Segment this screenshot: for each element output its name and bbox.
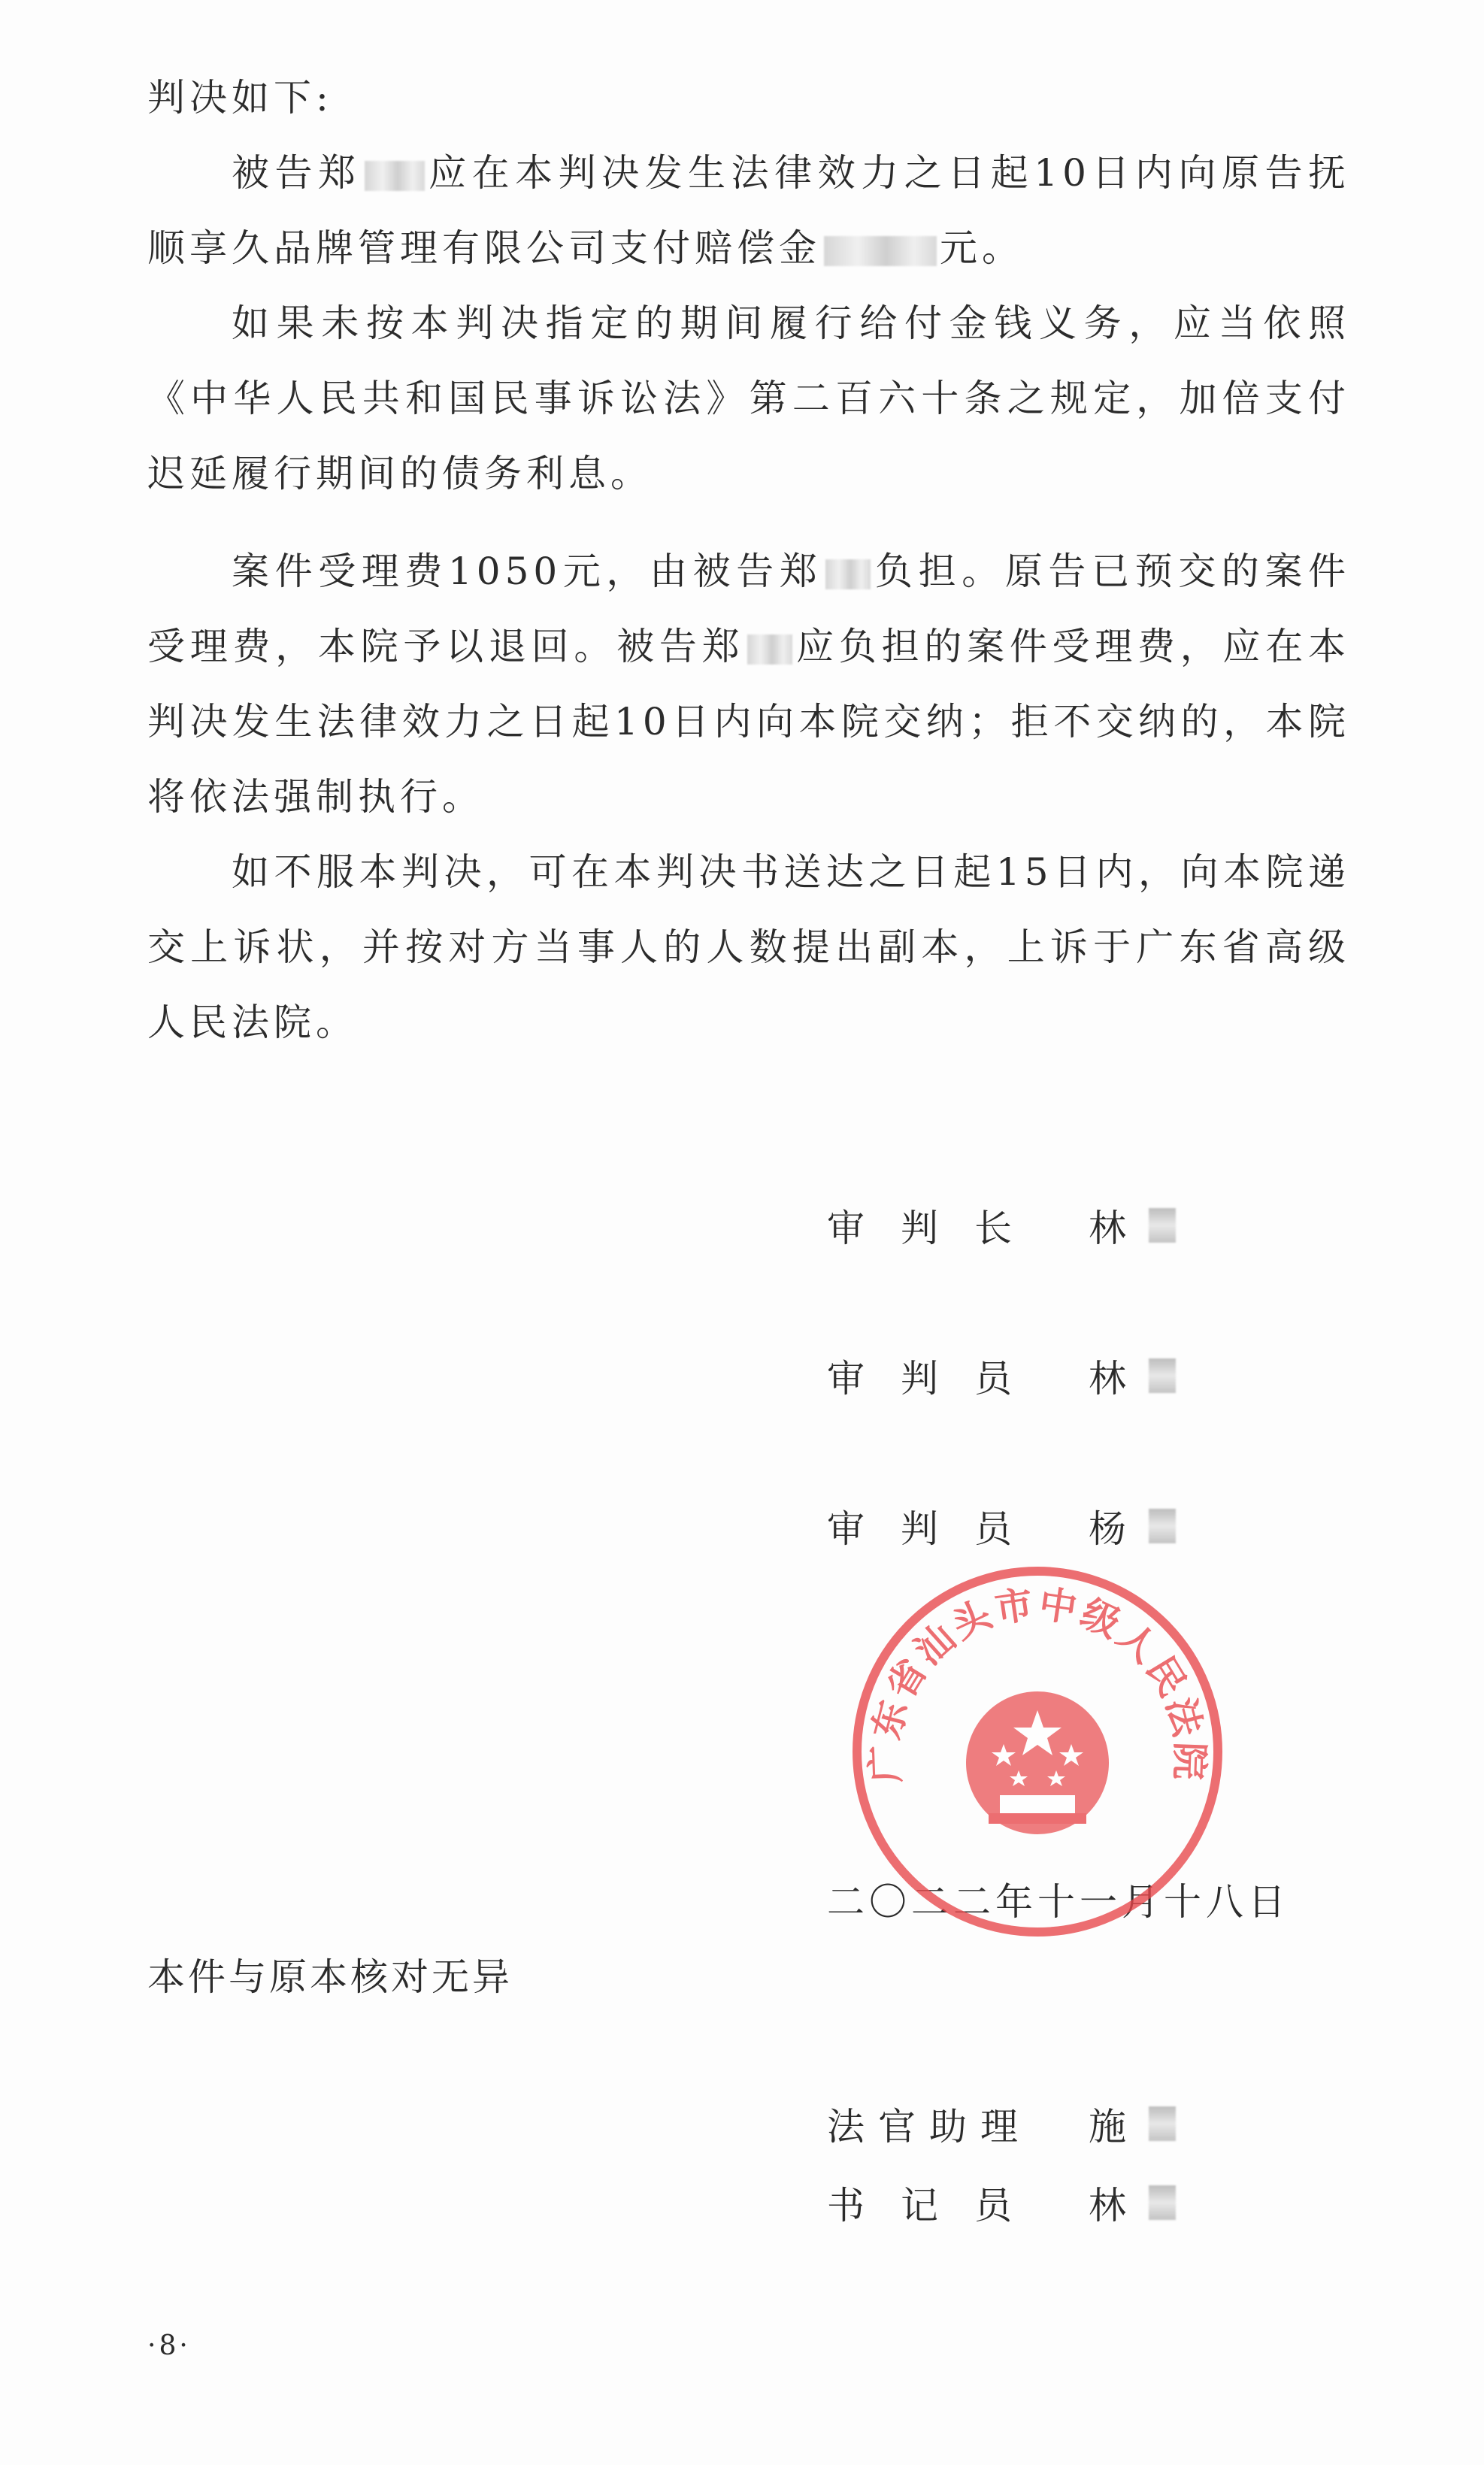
redacted-name: [1149, 1358, 1176, 1393]
redacted-name: [1149, 2185, 1176, 2220]
paragraph-appeal: 如不服本判决，可在本判决书送达之日起15日内，向本院递交上诉状，并按对方当事人的人数提出副本，上诉于广东省高级人民法院。: [147, 850, 1350, 1044]
signature-name: 施: [1089, 2105, 1131, 2149]
signature-judge-2: [827, 1500, 1179, 1552]
signature-name: 林: [1089, 1357, 1131, 1401]
redacted-name: [1149, 2106, 1176, 2141]
paragraph-spacer: [147, 511, 1350, 534]
p1-text-middle: 应在本判决发生法律效力之日起10日内向原告抚顺享久品牌管理有限公司支付赔偿金: [147, 151, 1350, 270]
p3-text-end: 应负担的案件受理费，应在本判决发生法律效力之日起10日内向本院交纳；拒不交纳的，本院将依法强制执行。: [147, 625, 1351, 819]
signature-title: 审判员: [827, 1507, 1048, 1551]
redacted-name: [747, 634, 792, 665]
redacted-amount: [824, 236, 937, 266]
signature-clerk: [827, 2176, 1179, 2229]
signature-judge-1: [827, 1349, 1179, 1402]
p1-text-end: 元。: [940, 226, 1024, 270]
redacted-name: [365, 161, 425, 191]
judgment-date: 二〇二二年十一月十八日: [827, 1880, 1290, 1924]
paragraph-case-fee: [147, 534, 1350, 834]
signature-title: 法官助理: [827, 2105, 1031, 2149]
signature-judge-assistant: [827, 2097, 1179, 2150]
redacted-name: [825, 559, 871, 589]
judgment-heading: 判决如下:: [147, 76, 333, 120]
p3-text-middle: 负担。原告已预交的案件受理费，本院予以退回。被告郑: [147, 550, 1350, 668]
signature-title: 书记员: [827, 2184, 1048, 2227]
signature-title: 审判长: [827, 1207, 1048, 1250]
signature-chief-judge: [827, 1199, 1179, 1252]
signature-title: 审判员: [827, 1357, 1048, 1401]
judgment-body: [147, 60, 1350, 1060]
signature-name: 林: [1089, 2184, 1131, 2227]
paragraph-compensation: [147, 135, 1350, 286]
seal-text: 广东省汕头市中级人民法院: [862, 1581, 1213, 1784]
p1-text-start: 被告郑: [232, 151, 362, 195]
paragraph-late-payment: 如果未按本判决指定的期间履行给付金钱义务，应当依照《中华人民共和国民事诉讼法》第二百六十条之规定，加倍支付迟延履行期间的债务利息。: [147, 301, 1350, 495]
redacted-name: [1149, 1208, 1176, 1243]
signature-name: 杨: [1089, 1507, 1131, 1551]
p3-text-start: 案件受理费1050元，由被告郑: [232, 550, 823, 593]
verification-note: 本件与原本核对无异: [147, 1955, 513, 1999]
court-seal: [842, 1556, 1233, 1947]
redacted-name: [1149, 1509, 1176, 1543]
national-emblem-icon: [966, 1691, 1109, 1834]
page-number: ·8·: [147, 2330, 191, 2361]
signature-name: 林: [1089, 1207, 1131, 1250]
